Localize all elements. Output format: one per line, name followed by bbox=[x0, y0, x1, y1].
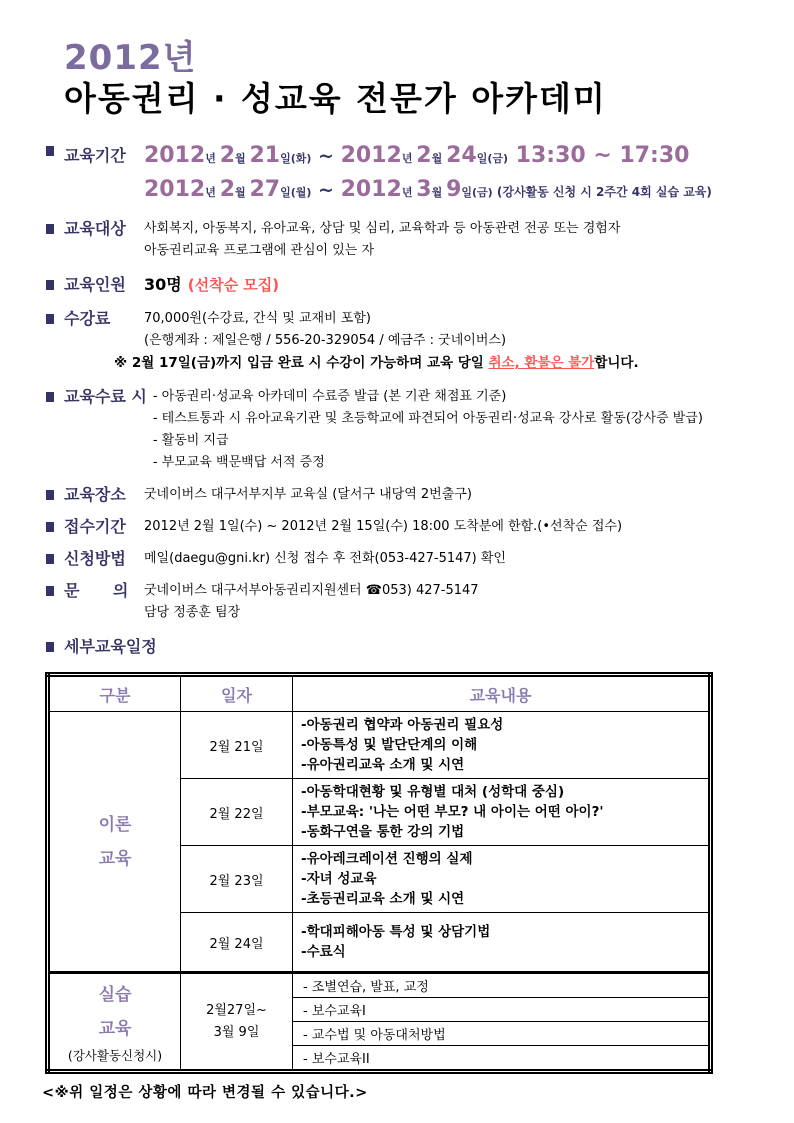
completion-item: - 테스트통과 시 유아교육기관 및 초등학교에 파견되어 아동권리·성교육 강사로 활동(강사증 발급) bbox=[152, 411, 703, 427]
content-line: -학대피해아동 특성 및 상담기법 bbox=[301, 924, 491, 941]
section-apply-method bbox=[46, 548, 764, 570]
bullet-square-icon bbox=[46, 224, 54, 234]
date-part: 년 bbox=[205, 186, 220, 200]
section-completion bbox=[46, 386, 764, 474]
content-cell: - 보수교육II bbox=[293, 1046, 711, 1072]
date-line: 2월27일~ bbox=[206, 1002, 267, 1018]
fee-notice bbox=[114, 352, 639, 374]
date-part: 월 bbox=[431, 186, 447, 200]
fee-notice-red: 취소, 환불은 불가 bbox=[488, 355, 595, 372]
tilde-separator: ~ bbox=[311, 179, 341, 202]
content-line: -유아레크레이션 진행의 실제 bbox=[301, 851, 473, 868]
content-line: -유아권리교육 소개 및 시연 bbox=[301, 757, 465, 774]
section-fee bbox=[46, 308, 764, 374]
content-line: -동화구연을 통한 강의 기법 bbox=[301, 824, 465, 841]
category-note: (강사활동신청시) bbox=[67, 1047, 163, 1063]
education-target-label: 교육대상 bbox=[64, 219, 126, 239]
date-part: 월 bbox=[235, 152, 250, 166]
section-contact bbox=[46, 580, 764, 624]
schedule-heading-label: 세부교육일정 bbox=[64, 637, 157, 657]
table-row-practice-1 bbox=[48, 973, 711, 998]
table-header-row bbox=[48, 675, 711, 712]
period-line-2 bbox=[144, 174, 712, 208]
date-part: 월 bbox=[235, 186, 250, 200]
capacity-value: 30명 bbox=[144, 275, 182, 295]
completion-item: - 활동비 지급 bbox=[152, 433, 229, 449]
content-line: -부모교육: '나는 어떤 부모? 내 아이는 어떤 아이?' bbox=[301, 804, 604, 821]
content-cell: - 교수법 및 아동대처방법 bbox=[293, 1022, 711, 1046]
bullet-square-icon bbox=[46, 642, 54, 652]
time-range: 13:30 ~ 17:30 bbox=[508, 143, 690, 169]
date-cell: 2월 24일 bbox=[181, 913, 293, 973]
category-line: 이론 bbox=[98, 814, 132, 835]
tilde-separator: ~ bbox=[311, 145, 341, 168]
completion-label: 교육수료 시 bbox=[64, 387, 147, 407]
date-part: 2 bbox=[416, 143, 432, 169]
date-part: 2012 bbox=[144, 177, 206, 203]
target-line-1: 사회복지, 아동복지, 유아교육, 상담 및 심리, 교육학과 등 아동관련 전공 또는 경험자 bbox=[144, 221, 621, 237]
section-apply-period bbox=[46, 516, 764, 538]
completion-item: - 아동권리·성교육 아카데미 수료증 발급 (본 기관 채점표 기준) bbox=[152, 389, 507, 405]
category-cell-theory bbox=[48, 712, 181, 973]
bullet-square-icon bbox=[46, 280, 54, 290]
date-cell-practice bbox=[181, 973, 293, 1072]
contact-value bbox=[144, 580, 479, 624]
education-period-label: 교육기간 bbox=[64, 146, 126, 166]
completion-item: - 부모교육 백문백답 서적 증정 bbox=[152, 455, 325, 471]
date-part: 년 bbox=[401, 152, 417, 166]
bullet-square-icon bbox=[46, 554, 54, 564]
date-part: 일(월) bbox=[280, 186, 312, 200]
date-part: 21 bbox=[249, 143, 281, 169]
fee-value bbox=[114, 308, 639, 374]
content-line: -아동권리 협약과 아동권리 필요성 bbox=[301, 717, 504, 734]
date-cell: 2월 21일 bbox=[181, 712, 293, 779]
contact-line-2: 담당 정종훈 팀장 bbox=[144, 605, 241, 621]
table-row-theory-1 bbox=[48, 712, 711, 779]
year-title: 2012년 bbox=[64, 38, 197, 78]
date-part: 2012 bbox=[340, 143, 402, 169]
date-part: 2012 bbox=[144, 143, 206, 169]
footer-note: <※위 일정은 상황에 따라 변경될 수 있습니다.> bbox=[42, 1085, 368, 1102]
content-cell bbox=[293, 846, 711, 913]
bullet-square-icon bbox=[46, 586, 54, 596]
bullet-square-icon bbox=[46, 146, 54, 156]
contact-label: 문 의 bbox=[64, 581, 129, 601]
date-part: 년 bbox=[401, 186, 417, 200]
completion-list bbox=[153, 386, 703, 474]
content-line: -자녀 성교육 bbox=[301, 871, 377, 888]
date-part: 9 bbox=[446, 177, 462, 203]
date-cell: 2월 23일 bbox=[181, 846, 293, 913]
date-part: 2012 bbox=[340, 177, 402, 203]
bullet-square-icon bbox=[46, 314, 54, 324]
section-location bbox=[46, 484, 764, 506]
schedule-table bbox=[45, 672, 713, 1074]
date-cell: 2월 22일 bbox=[181, 779, 293, 846]
content-cell bbox=[293, 779, 711, 846]
date-line: 3월 9일 bbox=[213, 1024, 260, 1040]
capacity-label: 교육인원 bbox=[64, 275, 126, 295]
fee-notice-prefix: ※ 2월 17일(금)까지 입금 완료 시 수강이 가능하며 교육 당일 bbox=[114, 355, 489, 372]
bullet-square-icon bbox=[46, 522, 54, 532]
section-capacity bbox=[46, 274, 764, 298]
content-line: -초등권리교육 소개 및 시연 bbox=[301, 891, 465, 908]
fee-line-2: (은행계좌 : 제일은행 / 556-20-329054 / 예금주 : 굿네이버스) bbox=[144, 333, 507, 349]
date-part: 3 bbox=[416, 177, 432, 203]
location-value: 굿네이버스 대구서부지부 교육실 (달서구 내당역 2번출구) bbox=[144, 487, 472, 503]
education-target-value bbox=[144, 218, 620, 262]
contact-line-1: 굿네이버스 대구서부아동권리지원센터 ☎053) 427-5147 bbox=[144, 583, 479, 599]
content-line: -수료식 bbox=[301, 944, 346, 961]
practice-session-note: (강사활동 신청 시 2주간 4회 실습 교육) bbox=[492, 185, 712, 200]
fee-line-1: 70,000원(수강료, 간식 및 교재비 포함) bbox=[144, 311, 371, 327]
capacity-note: (선착순 모집) bbox=[187, 276, 280, 295]
date-part: 일(화) bbox=[280, 152, 312, 166]
column-header-date: 일자 bbox=[181, 675, 293, 712]
content-cell bbox=[293, 913, 711, 973]
date-part: 일(금) bbox=[476, 152, 508, 166]
content-line: -아동학대현황 및 유형별 대처 (성학대 중심) bbox=[301, 784, 565, 801]
column-header-content: 교육내용 bbox=[293, 675, 711, 712]
education-period-value bbox=[144, 140, 712, 208]
location-label: 교육장소 bbox=[64, 485, 126, 505]
apply-method-label: 신청방법 bbox=[64, 549, 126, 569]
fee-notice-suffix: 합니다. bbox=[594, 355, 639, 372]
capacity-value-wrap bbox=[144, 274, 279, 298]
bullet-square-icon bbox=[46, 490, 54, 500]
apply-period-value: 2012년 2월 1일(수) ~ 2012년 2월 15일(수) 18:00 도착분에 한함.(•선착순 접수) bbox=[144, 519, 623, 535]
content-cell bbox=[293, 712, 711, 779]
category-line: 실습 bbox=[98, 984, 132, 1005]
category-cell-practice bbox=[48, 973, 181, 1072]
content-line: -아동특성 및 발단단계의 이해 bbox=[301, 737, 478, 754]
date-part: 2 bbox=[219, 143, 236, 169]
fee-label: 수강료 bbox=[64, 309, 111, 329]
date-part: 월 bbox=[431, 152, 447, 166]
content-cell: - 조별연습, 발표, 교정 bbox=[293, 973, 711, 998]
column-header-category: 구분 bbox=[48, 675, 181, 712]
apply-method-value: 메일(daegu@gni.kr) 신청 접수 후 전화(053-427-5147) 확인 bbox=[144, 551, 506, 567]
bullet-square-icon bbox=[46, 392, 54, 402]
content-cell: - 보수교육I bbox=[293, 998, 711, 1022]
section-schedule-heading bbox=[46, 636, 764, 658]
date-part: 2 bbox=[219, 177, 236, 203]
section-education-target bbox=[46, 218, 764, 262]
date-part: 24 bbox=[446, 143, 477, 169]
date-part: 년 bbox=[205, 152, 220, 166]
section-education-period bbox=[46, 140, 764, 208]
category-line: 교육 bbox=[98, 1018, 132, 1039]
apply-period-label: 접수기간 bbox=[64, 517, 126, 537]
date-part: 일(금) bbox=[461, 186, 493, 200]
category-line: 교육 bbox=[98, 848, 132, 869]
page-title: 아동권리 · 성교육 전문가 아카데미 bbox=[64, 79, 607, 119]
period-line-1 bbox=[144, 140, 712, 174]
date-part: 27 bbox=[249, 177, 281, 203]
target-line-2: 아동권리교육 프로그램에 관심이 있는 자 bbox=[144, 243, 375, 259]
